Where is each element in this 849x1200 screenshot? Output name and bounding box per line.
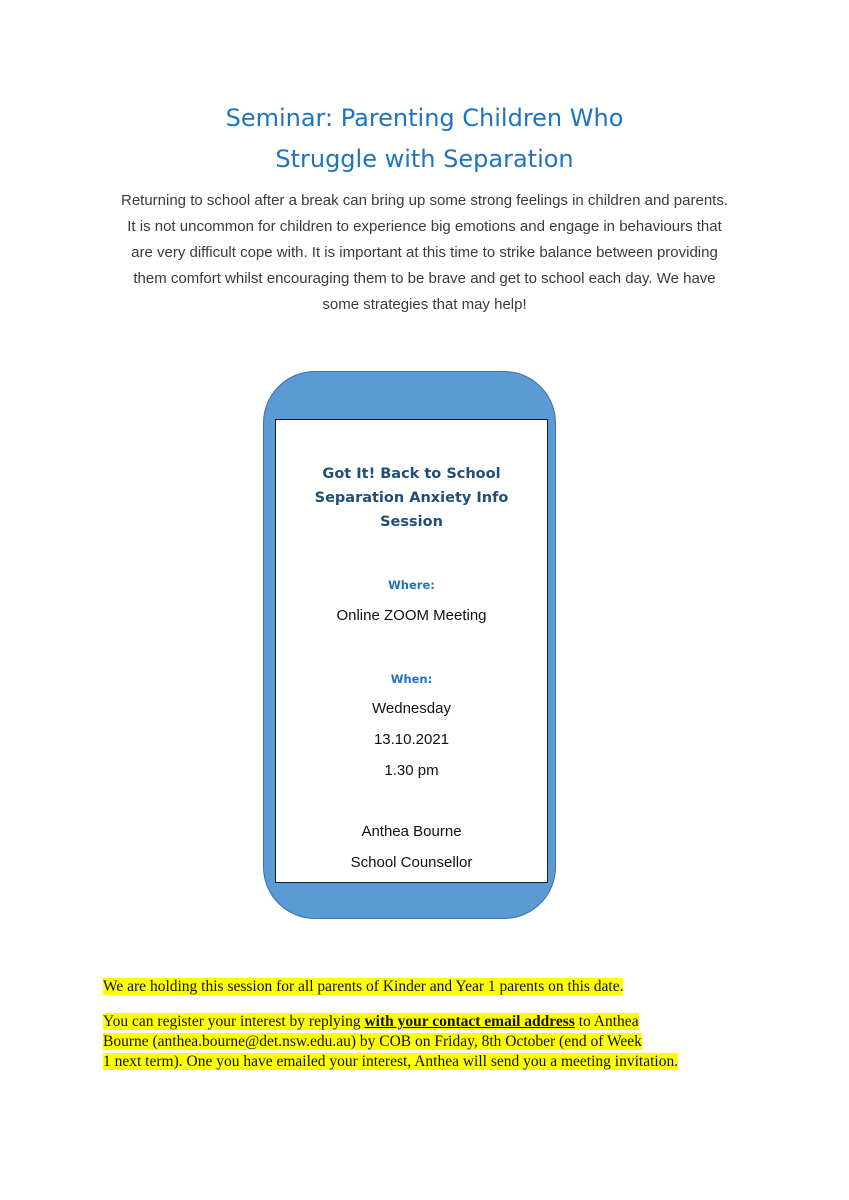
when-time: 1.30 pm: [384, 762, 439, 779]
when-date: 13.10.2021: [373, 731, 450, 748]
intro-paragraph: [100, 188, 749, 318]
session-title: [276, 462, 547, 534]
presenter-name: Anthea Bourne: [361, 823, 462, 840]
intro-line: are very difficult cope with. It is important at this time to strike balance between providing: [131, 244, 718, 261]
when-day: Wednesday: [372, 700, 451, 717]
intro-line: some strategies that may help!: [322, 296, 527, 313]
register-line-invite: 1 next term). One you have emailed your interest, Anthea will send you a meeting invitation.: [103, 1053, 679, 1070]
register-text: You can register your interest by replying: [103, 1013, 365, 1030]
where-label: Where:: [388, 578, 435, 592]
session-info-card: [275, 419, 548, 883]
when-label: When:: [390, 672, 433, 686]
register-line-email: Bourne (anthea.bourne@det.nsw.edu.au) by COB on Friday, 8th October (end of Week: [103, 1033, 642, 1050]
page-title: [0, 98, 849, 180]
register-line-start: [103, 1013, 639, 1030]
where-value: Online ZOOM Meeting: [336, 607, 487, 624]
intro-line: Returning to school after a break can bring up some strong feelings in children and parents.: [120, 192, 729, 209]
title-line-2: Struggle with Separation: [275, 145, 574, 173]
register-text-end: to Anthea: [574, 1013, 639, 1030]
register-emphasis: with your contact email address: [364, 1013, 575, 1030]
registration-notice: [103, 1012, 763, 1072]
intro-line: them comfort whilst encouraging them to be brave and get to school each day. We have: [133, 270, 716, 287]
session-title-line-2: Separation Anxiety Info: [314, 490, 509, 506]
session-title-line-1: Got It! Back to School: [322, 466, 501, 482]
audience-line: We are holding this session for all parents of Kinder and Year 1 parents on this date.: [103, 978, 624, 995]
session-title-line-3: Session: [380, 514, 443, 530]
intro-line: It is not uncommon for children to experience big emotions and engage in behaviours that: [127, 218, 722, 235]
session-audience-notice: [103, 977, 763, 997]
title-line-1: Seminar: Parenting Children Who: [225, 104, 624, 132]
presenter-role: School Counsellor: [350, 854, 473, 871]
